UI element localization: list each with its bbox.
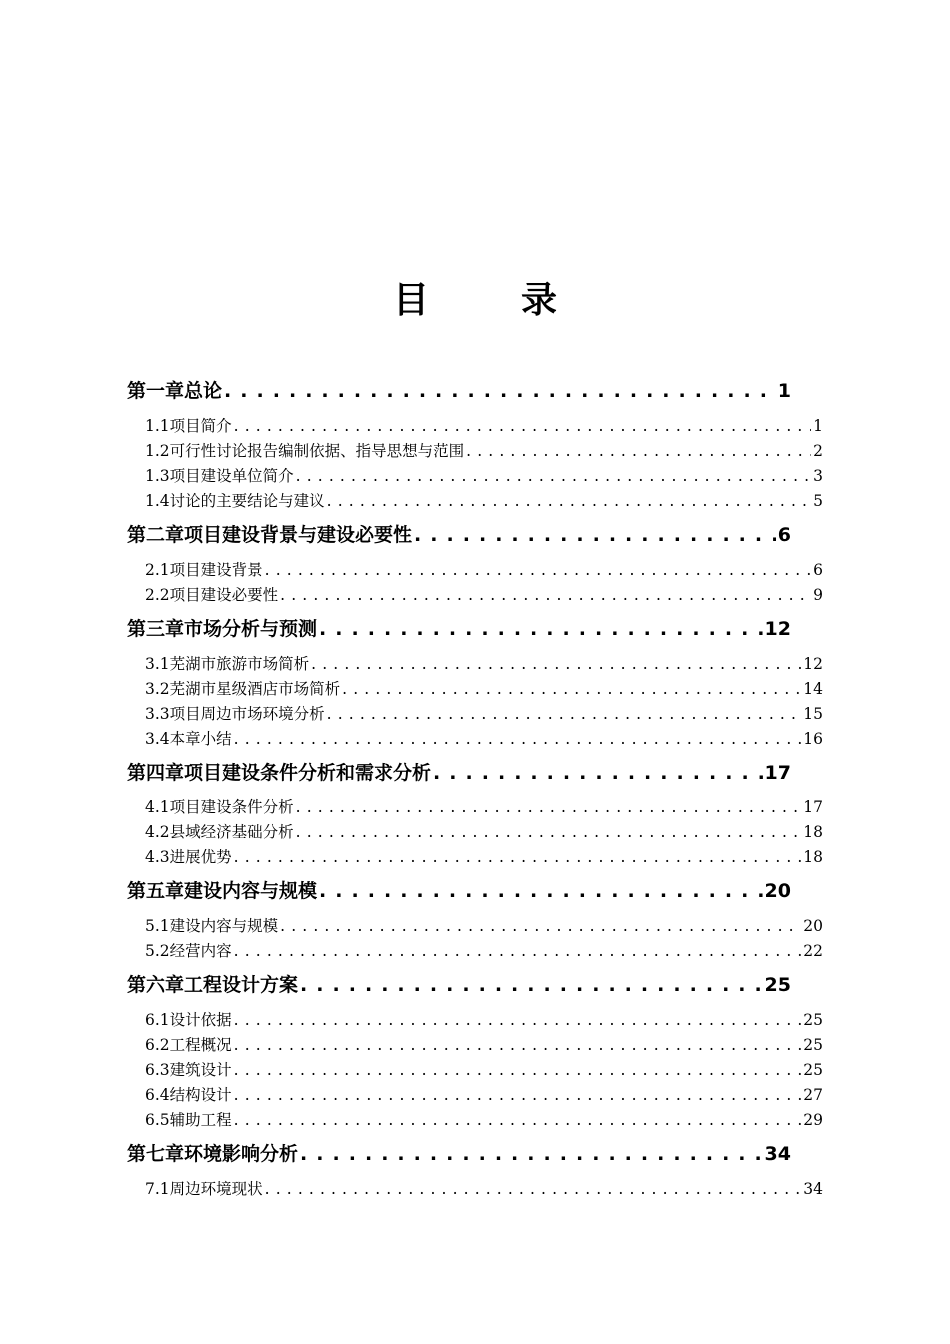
toc-leader-dots xyxy=(319,618,763,640)
toc-section-number: 1.1 xyxy=(145,417,170,435)
toc-section-entry[interactable] xyxy=(145,1108,823,1132)
toc-section-number: 3.4 xyxy=(145,730,170,748)
toc-page-number: 17 xyxy=(803,798,823,816)
toc-section-label: 讨论的主要结论与建议 xyxy=(169,492,325,510)
toc-section-number: 6.3 xyxy=(145,1061,170,1079)
toc-section-entry[interactable] xyxy=(145,820,823,844)
toc-page-number: 3 xyxy=(813,467,823,485)
toc-section-number: 2.2 xyxy=(145,586,170,604)
toc-leader-dots xyxy=(234,942,802,960)
toc-leader-dots xyxy=(327,705,802,723)
toc-page-number: 25 xyxy=(764,974,791,996)
toc-chapter-number: 第三章 xyxy=(127,618,185,640)
toc-section-entry[interactable] xyxy=(145,1177,823,1201)
toc-section-entry[interactable] xyxy=(145,845,823,869)
toc-page-number: 34 xyxy=(803,1180,823,1198)
toc-leader-dots xyxy=(327,492,811,510)
toc-page-number: 27 xyxy=(803,1086,823,1104)
toc-section-entry[interactable] xyxy=(145,583,823,607)
toc-page-number: 22 xyxy=(803,942,823,960)
toc-leader-dots xyxy=(234,1011,802,1029)
toc-section-label: 项目建设单位简介 xyxy=(169,467,294,485)
toc-section-entry[interactable] xyxy=(145,652,823,676)
toc-chapter-label: 项目建设条件分析和需求分析 xyxy=(184,762,432,784)
toc-leader-dots xyxy=(234,1036,802,1054)
toc-chapter-number: 第二章 xyxy=(127,524,185,546)
toc-chapter-label: 项目建设背景与建设必要性 xyxy=(184,524,413,546)
toc-leader-dots xyxy=(234,848,802,866)
toc-section-number: 3.2 xyxy=(145,680,170,698)
toc-leader-dots xyxy=(280,917,801,935)
toc-section-label: 芜湖市旅游市场简析 xyxy=(169,655,310,673)
toc-section-entry[interactable] xyxy=(145,558,823,582)
toc-section-label: 经营内容 xyxy=(169,942,232,960)
toc-section-label: 芜湖市星级酒店市场简析 xyxy=(169,680,341,698)
toc-leader-dots xyxy=(234,1061,802,1079)
toc-leader-dots xyxy=(300,1143,763,1165)
toc-page-number: 18 xyxy=(803,848,823,866)
toc-section-entry[interactable] xyxy=(145,1033,823,1057)
toc-leader-dots xyxy=(296,798,802,816)
toc-leader-dots xyxy=(234,730,802,748)
toc-section-label: 项目周边市场环境分析 xyxy=(169,705,325,723)
toc-section-label: 县域经济基础分析 xyxy=(169,823,294,841)
toc-section-number: 6.4 xyxy=(145,1086,170,1104)
toc-page-number: 15 xyxy=(803,705,823,723)
toc-chapter-entry[interactable] xyxy=(127,614,791,644)
toc-section-entry[interactable] xyxy=(145,464,823,488)
toc-section-number: 1.2 xyxy=(145,442,170,460)
toc-section-label: 工程概况 xyxy=(169,1036,232,1054)
toc-page-number: 1 xyxy=(777,380,791,402)
toc-section-number: 4.3 xyxy=(145,848,170,866)
toc-leader-dots xyxy=(280,586,811,604)
toc-leader-dots xyxy=(319,880,763,902)
toc-section-entry[interactable] xyxy=(145,1008,823,1032)
toc-leader-dots xyxy=(224,380,776,402)
toc-page-number: 6 xyxy=(777,524,791,546)
toc-page-number: 25 xyxy=(803,1061,823,1079)
toc-leader-dots xyxy=(433,762,763,784)
toc-section-entry[interactable] xyxy=(145,677,823,701)
toc-leader-dots xyxy=(265,561,811,579)
toc-leader-dots xyxy=(296,467,811,485)
toc-page-number: 25 xyxy=(803,1036,823,1054)
toc-chapter-number: 第四章 xyxy=(127,762,185,784)
toc-chapter-entry[interactable] xyxy=(127,758,791,788)
toc-leader-dots xyxy=(311,655,801,673)
toc-section-number: 1.4 xyxy=(145,492,170,510)
toc-section-entry[interactable] xyxy=(145,489,823,513)
toc-section-number: 6.1 xyxy=(145,1011,170,1029)
toc-section-number: 4.2 xyxy=(145,823,170,841)
toc-section-entry[interactable] xyxy=(145,439,823,463)
toc-page-number: 1 xyxy=(813,417,823,435)
toc-page-number: 14 xyxy=(803,680,823,698)
toc-chapter-entry[interactable] xyxy=(127,876,791,906)
toc-section-number: 2.1 xyxy=(145,561,170,579)
toc-chapter-number: 第六章 xyxy=(127,974,185,996)
toc-section-entry[interactable] xyxy=(145,702,823,726)
toc-section-label: 设计依据 xyxy=(169,1011,232,1029)
toc-page-number: 20 xyxy=(803,917,823,935)
toc-page-number: 25 xyxy=(803,1011,823,1029)
toc-chapter-entry[interactable] xyxy=(127,1139,791,1169)
toc-section-label: 结构设计 xyxy=(169,1086,232,1104)
toc-page-number: 5 xyxy=(813,492,823,510)
toc-leader-dots xyxy=(296,823,802,841)
toc-section-entry[interactable] xyxy=(145,1083,823,1107)
toc-leader-dots xyxy=(342,680,801,698)
toc-leader-dots xyxy=(234,417,811,435)
toc-chapter-label: 环境影响分析 xyxy=(184,1143,299,1165)
toc-section-number: 7.1 xyxy=(145,1180,170,1198)
toc-page-number: 12 xyxy=(803,655,823,673)
toc-section-number: 5.1 xyxy=(145,917,170,935)
toc-chapter-number: 第七章 xyxy=(127,1143,185,1165)
toc-leader-dots xyxy=(234,1111,802,1129)
toc-leader-dots xyxy=(265,1180,802,1198)
toc-leader-dots xyxy=(234,1086,802,1104)
toc-section-label: 周边环境现状 xyxy=(169,1180,263,1198)
toc-chapter-entry[interactable] xyxy=(127,970,791,1000)
toc-section-label: 进展优势 xyxy=(169,848,232,866)
toc-chapter-label: 总论 xyxy=(184,380,223,402)
toc-chapter-number: 第一章 xyxy=(127,380,185,402)
toc-page-number: 29 xyxy=(803,1111,823,1129)
toc-section-entry[interactable] xyxy=(145,1058,823,1082)
toc-chapter-label: 工程设计方案 xyxy=(184,974,299,996)
toc-page-number: 16 xyxy=(803,730,823,748)
toc-section-label: 建筑设计 xyxy=(169,1061,232,1079)
toc-page-number: 17 xyxy=(764,762,791,784)
toc-section-number: 3.1 xyxy=(145,655,170,673)
toc-page-number: 34 xyxy=(764,1143,791,1165)
toc-page-number: 9 xyxy=(813,586,823,604)
toc-section-number: 1.3 xyxy=(145,467,170,485)
toc-page-number: 12 xyxy=(764,618,791,640)
toc-section-number: 5.2 xyxy=(145,942,170,960)
toc-page-number: 6 xyxy=(813,561,823,579)
toc-section-label: 项目简介 xyxy=(169,417,232,435)
toc-chapter-entry[interactable] xyxy=(127,520,791,550)
toc-chapter-label: 建设内容与规模 xyxy=(184,880,318,902)
toc-section-label: 建设内容与规模 xyxy=(169,917,279,935)
toc-page-number: 18 xyxy=(803,823,823,841)
toc-section-label: 项目建设条件分析 xyxy=(169,798,294,816)
toc-section-entry[interactable] xyxy=(145,795,823,819)
toc-section-number: 4.1 xyxy=(145,798,170,816)
toc-section-entry[interactable] xyxy=(145,914,823,938)
toc-chapter-entry[interactable] xyxy=(127,376,791,406)
toc-title: 目 录 xyxy=(392,280,585,321)
toc-section-number: 3.3 xyxy=(145,705,170,723)
toc-leader-dots xyxy=(300,974,763,996)
toc-chapter-label: 市场分析与预测 xyxy=(184,618,318,640)
toc-section-label: 项目建设必要性 xyxy=(169,586,279,604)
toc-section-entry[interactable] xyxy=(145,727,823,751)
toc-section-number: 6.5 xyxy=(145,1111,170,1129)
toc-section-label: 项目建设背景 xyxy=(169,561,263,579)
toc-leader-dots xyxy=(466,442,811,460)
toc-page-number: 20 xyxy=(764,880,791,902)
toc-section-label: 可行性讨论报告编制依据、指导思想与范围 xyxy=(169,442,465,460)
toc-section-label: 本章小结 xyxy=(169,730,232,748)
toc-section-label: 辅助工程 xyxy=(169,1111,232,1129)
toc-section-entry[interactable] xyxy=(145,414,823,438)
toc-section-entry[interactable] xyxy=(145,939,823,963)
toc-section-number: 6.2 xyxy=(145,1036,170,1054)
toc-page-number: 2 xyxy=(813,442,823,460)
toc-leader-dots xyxy=(414,524,776,546)
toc-chapter-number: 第五章 xyxy=(127,880,185,902)
